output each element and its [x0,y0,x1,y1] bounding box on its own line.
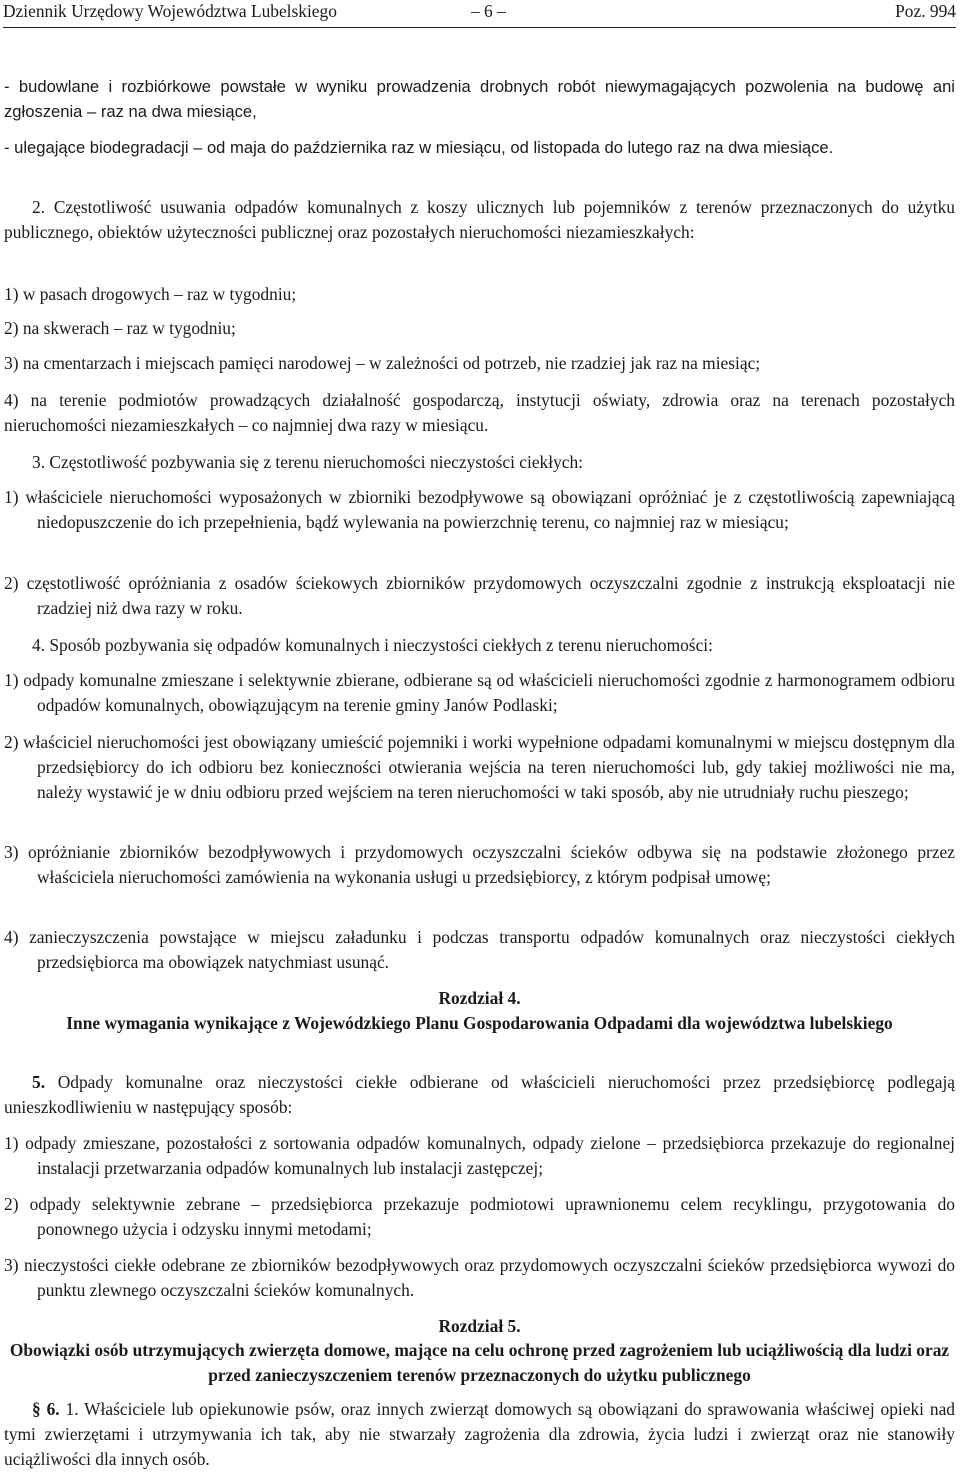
list-item: 2) na skwerach – raz w tygodniu; [4,318,236,338]
list-item: 3) nieczystości ciekłe odebrane ze zbiorników bezodpływowych oraz przydomowych oczyszczalni ścieków przedsiębiorca wywozi do punktu zlewnego oczyszczalni ścieków komunalnych. [4,1255,955,1300]
section-5-paragraph [4,1070,955,1120]
list-item: 3) opróżnianie zbiorników bezodpływowych i przydomowych oczyszczalni ścieków odbywa się na podstawie złożonego przez właściciela nieruchomości zamówienia na wykonania usługi u przedsiębiorcy, z którym podpisał umowę; [4,842,955,887]
list-item: 1) w pasach drogowych – raz w tygodniu; [4,284,297,304]
section-3-paragraph: 3. Częstotliwość pozbywania się z terenu nieruchomości nieczystości ciekłych: [32,452,584,472]
section-4-paragraph: 4. Sposób pozbywania się odpadów komunalnych i nieczystości ciekłych z terenu nieruchomości: [32,635,713,655]
chapter-heading: Rozdział 5. [438,1316,521,1336]
page-number: – 6 – [471,1,506,21]
paragraph-text: 1. Właściciele lub opiekunowie psów, oraz innych zwierząt domowych są obowiązani do sprawowania właściwej opieki nad tymi zwierzętami i utrzymywania ich tak, aby nie stwarzały zagrożenia dla zdrowia, życia ludzi i zwierząt oraz nie stanowiły uciążliwości dla innych osób. [4,1399,955,1469]
list-item: 2) właściciel nieruchomości jest obowiązany umieścić pojemniki i worki wypełnione odpadami komunalnymi w miejscu dostępnym dla przedsiębiorcy do ich odbioru bez konieczności otwierania wejścia na teren nieruchomości lub, gdy takiej możliwości nie ma, należy wystawić je w dniu odbioru przed wejściem na teren nieruchomości w taki sposób, aby nie utrudniały ruchu pieszego; [4,732,955,802]
chapter-title: Inne wymagania wynikające z Wojewódzkiego Planu Gospodarowania Odpadami dla województwa lubelskiego [66,1013,893,1033]
list-item: 4) zanieczyszczenia powstające w miejscu załadunku i podczas transportu odpadów komunalnych oraz nieczystości ciekłych przedsiębiorca ma obowiązek natychmiast usunąć. [4,927,955,972]
chapter-heading: Rozdział 4. [438,988,521,1008]
list-item: 1) właściciele nieruchomości wyposażonych w zbiorniki bezodpływowe są obowiązani opróżniać je z częstotliwością zapewniającą niedopuszczenie do ich przepełnienia, bądź wylewania na powierzchnię terenu, co najmniej raz w miesiącu; [4,487,955,532]
paragraph-6 [4,1397,955,1472]
journal-title: Dziennik Urzędowy Województwa Lubelskiego [3,1,337,21]
section-2-paragraph: 2. Częstotliwość usuwania odpadów komunalnych z koszy ulicznych lub pojemników z terenów przeznaczonych do użytku publicznego, obiektów użyteczności publicznej oraz pozostałych nieruchomości niezamieszkałych: [4,197,955,242]
waste-frequency-construction: - budowlane i rozbiórkowe powstałe w wyniku prowadzenia drobnych robót niewymagających pozwolenia na budowę ani zgłoszenia – raz na dwa miesiące, [4,77,955,121]
waste-frequency-biodegradable: - ulegające biodegradacji – od maja do października raz w miesiącu, od listopada do lutego raz na dwa miesiące. [4,138,834,157]
list-item: 4) na terenie podmiotów prowadzących działalność gospodarczą, instytucji oświaty, zdrowia oraz na terenach pozostałych nieruchomości niezamieszkałych – co najmniej dwa razy w miesiącu. [4,390,955,435]
list-item: 1) odpady zmieszane, pozostałości z sortowania odpadów komunalnych, odpady zielone – przedsiębiorca przekazuje do regionalnej instalacji przetwarzania odpadów komunalnych lub instalacji zastępczej; [4,1133,955,1178]
section-text: Odpady komunalne oraz nieczystości ciekłe odbierane od właścicieli nieruchomości przez przedsiębiorcę podlegają unieszkodliwieniu w następujący sposób: [4,1072,955,1117]
section-number: 5. [32,1072,46,1092]
item-number: Poz. 994 [895,1,956,21]
list-item: 2) odpady selektywnie zebrane – przedsiębiorca przekazuje podmiotowi uprawnionemu celem recyklingu, przygotowania do ponownego użycia i odzysku innymi metodami; [4,1194,955,1239]
paragraph-symbol: § 6. [32,1399,60,1419]
list-item: 2) częstotliwość opróżniania z osadów ściekowych zbiorników przydomowych oczyszczalni zgodnie z instrukcją eksploatacji nie rzadziej niż dwa razy w roku. [4,573,955,618]
list-item: 1) odpady komunalne zmieszane i selektywnie zbierane, odbierane są od właścicieli nieruchomości zgodnie z harmonogramem odbioru odpadów komunalnych, obowiązującym na terenie gminy Janów Podlaski; [4,670,955,715]
page-header [3,0,956,28]
list-item: 3) na cmentarzach i miejscach pamięci narodowej – w zależności od potrzeb, nie rzadziej jak raz na miesiąc; [4,353,761,373]
chapter-title: Obowiązki osób utrzymujących zwierzęta domowe, mające na celu ochronę przed zagrożeniem lub uciążliwością dla ludzi oraz przed zanieczyszczeniem terenów przeznaczonych do użytku publicznego [9,1340,950,1385]
